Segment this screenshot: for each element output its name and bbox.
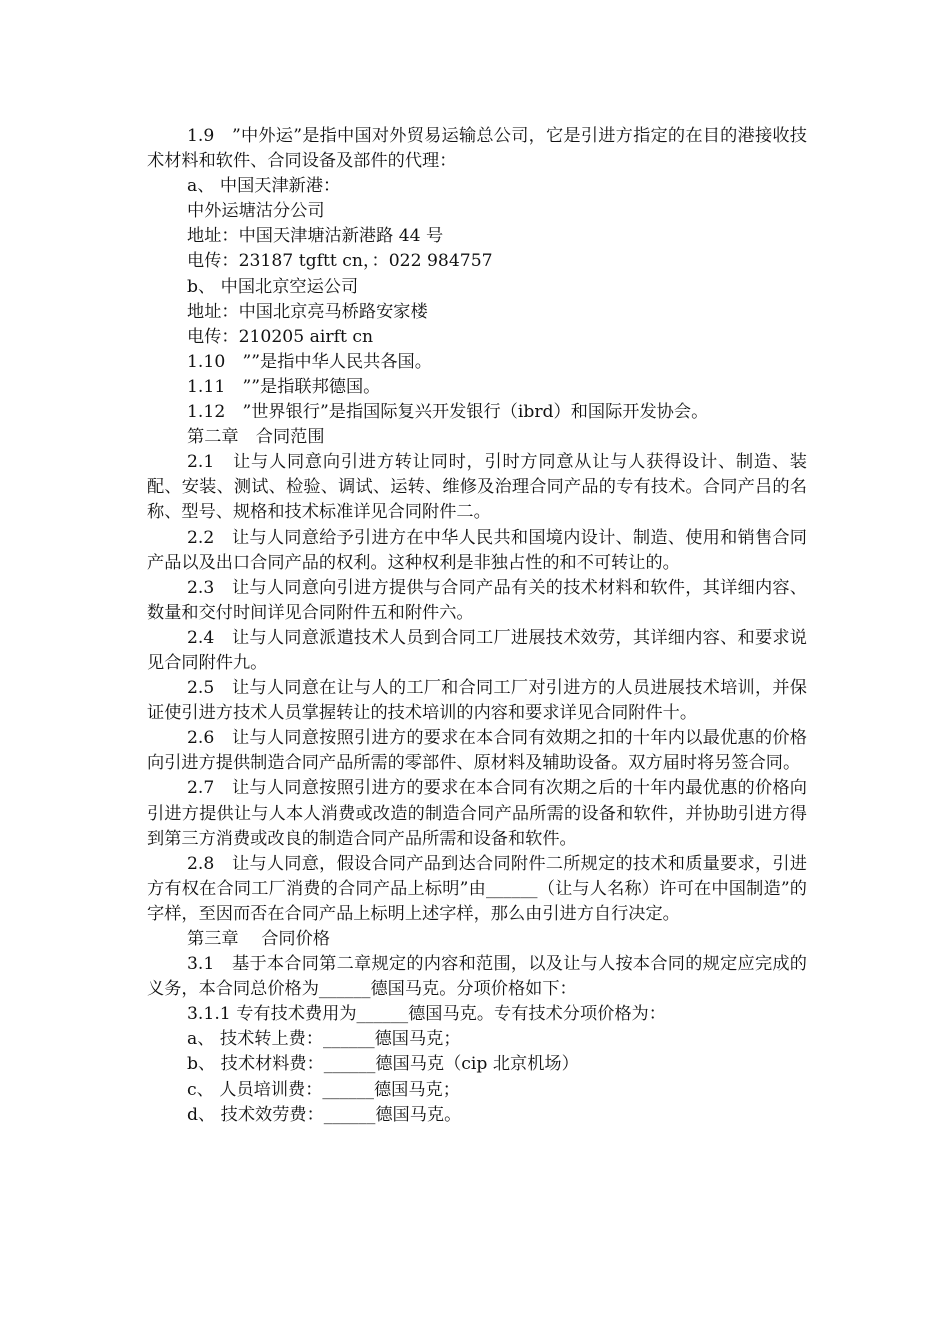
address-tianjin: 地址：中国天津塘沽新港路 44 号 [187,226,444,247]
paragraph-2-5: 2.5 让与人同意在让与人的工厂和合同工厂对引进方的人员进展技术培训，并保证使引进方技术人员掌握转让的技术培训的内容和要求详见合同附件十。 [147,678,807,724]
fee-item-b: b、 技术材料费：______德国马克（cip 北京机场） [187,1054,579,1075]
address-beijing: 地址：中国北京亮马桥路安家楼 [187,301,428,322]
paragraph-2-6: 2.6 让与人同意按照引进方的要求在本合同有效期之扣的十年内以最优惠的价格向引进方提供制造合同产品所需的零部件、原材料及辅助设备。双方届时将另签合同。 [147,728,807,774]
paragraph-1-12: 1.12 ”世界银行”是指国际复兴开发银行（ibrd）和国际开发协会。 [187,402,709,423]
paragraph-1-10: 1.10 ””是指中华人民共各国。 [187,351,432,372]
company-name-tanggu: 中外运塘沽分公司 [187,201,325,222]
paragraph-2-7: 2.7 让与人同意按照引进方的要求在本合同有次期之后的十年内最优惠的价格向引进方提供让与人本人消费或改造的制造合同产品所需的设备和软件，并协助引进方得到第三方消费或改良的制造合同产品所需和设备和软件。 [147,778,807,849]
paragraph-1-9: 1.9 ”中外运”是指中国对外贸易运输总公司，它是引进方指定的在目的港接收技术材料和软件、合同设备及部件的代理： [147,126,807,172]
paragraph-3-1-1: 3.1.1 专有技术费用为______德国马克。专有技术分项价格为： [187,1004,666,1025]
list-item-beijing: b、 中国北京空运公司 [187,276,359,297]
paragraph-2-3: 2.3 让与人同意向引进方提供与合同产品有关的技术材料和软件，其详细内容、数量和交付时间详见合同附件五和附件六。 [147,577,807,623]
paragraph-1-11: 1.11 ””是指联邦德国。 [187,376,381,397]
paragraph-2-8: 2.8 让与人同意，假设合同产品到达合同附件二所规定的技术和质量要求，引进方有权在合同工厂消费的合同产品上标明”由______（让与人名称）许可在中国制造”的字样，至因而否在合同产品上标明上述字样，那么由引进方自行决定。 [147,853,807,924]
paragraph-3-1: 3.1 基于本合同第二章规定的内容和范围，以及让与人按本合同的规定应完成的义务，本合同总价格为______德国马克。分项价格如下： [147,954,807,1000]
telex-tianjin: 电传：23187 tgftt cn，：022 984757 [187,251,493,272]
chapter-3-heading: 第三章 合同价格 [187,929,330,949]
fee-item-d: d、 技术效劳费：______德国马克。 [187,1104,462,1125]
fee-item-c: c、 人员培训费：______德国马克； [187,1079,460,1100]
chapter-2-heading: 第二章 合同范围 [187,427,325,448]
fee-item-a: a、 技术转上费：______德国马克； [187,1029,461,1050]
telex-beijing: 电传：210205 airft cn [187,326,374,347]
paragraph-2-1: 2.1 让与人同意向引进方转让同时，引时方同意从让与人获得设计、制造、装配、安装、测试、检验、调试、运转、维修及治理合同产品的专有技术。合同产吕的名称、型号、规格和技术标准详见合同附件二。 [147,452,807,523]
paragraph-2-4: 2.4 让与人同意派遣技术人员到合同工厂进展技术效劳，其详细内容、和要求说见合同附件九。 [147,627,807,673]
document-body [147,124,807,1128]
paragraph-2-2: 2.2 让与人同意给予引进方在中华人民共和国境内设计、制造、使用和销售合同产品以及出口合同产品的权利。这种权利是非独占性的和不可转让的。 [147,527,807,573]
list-item-tianjin: a、 中国天津新港： [187,176,341,197]
